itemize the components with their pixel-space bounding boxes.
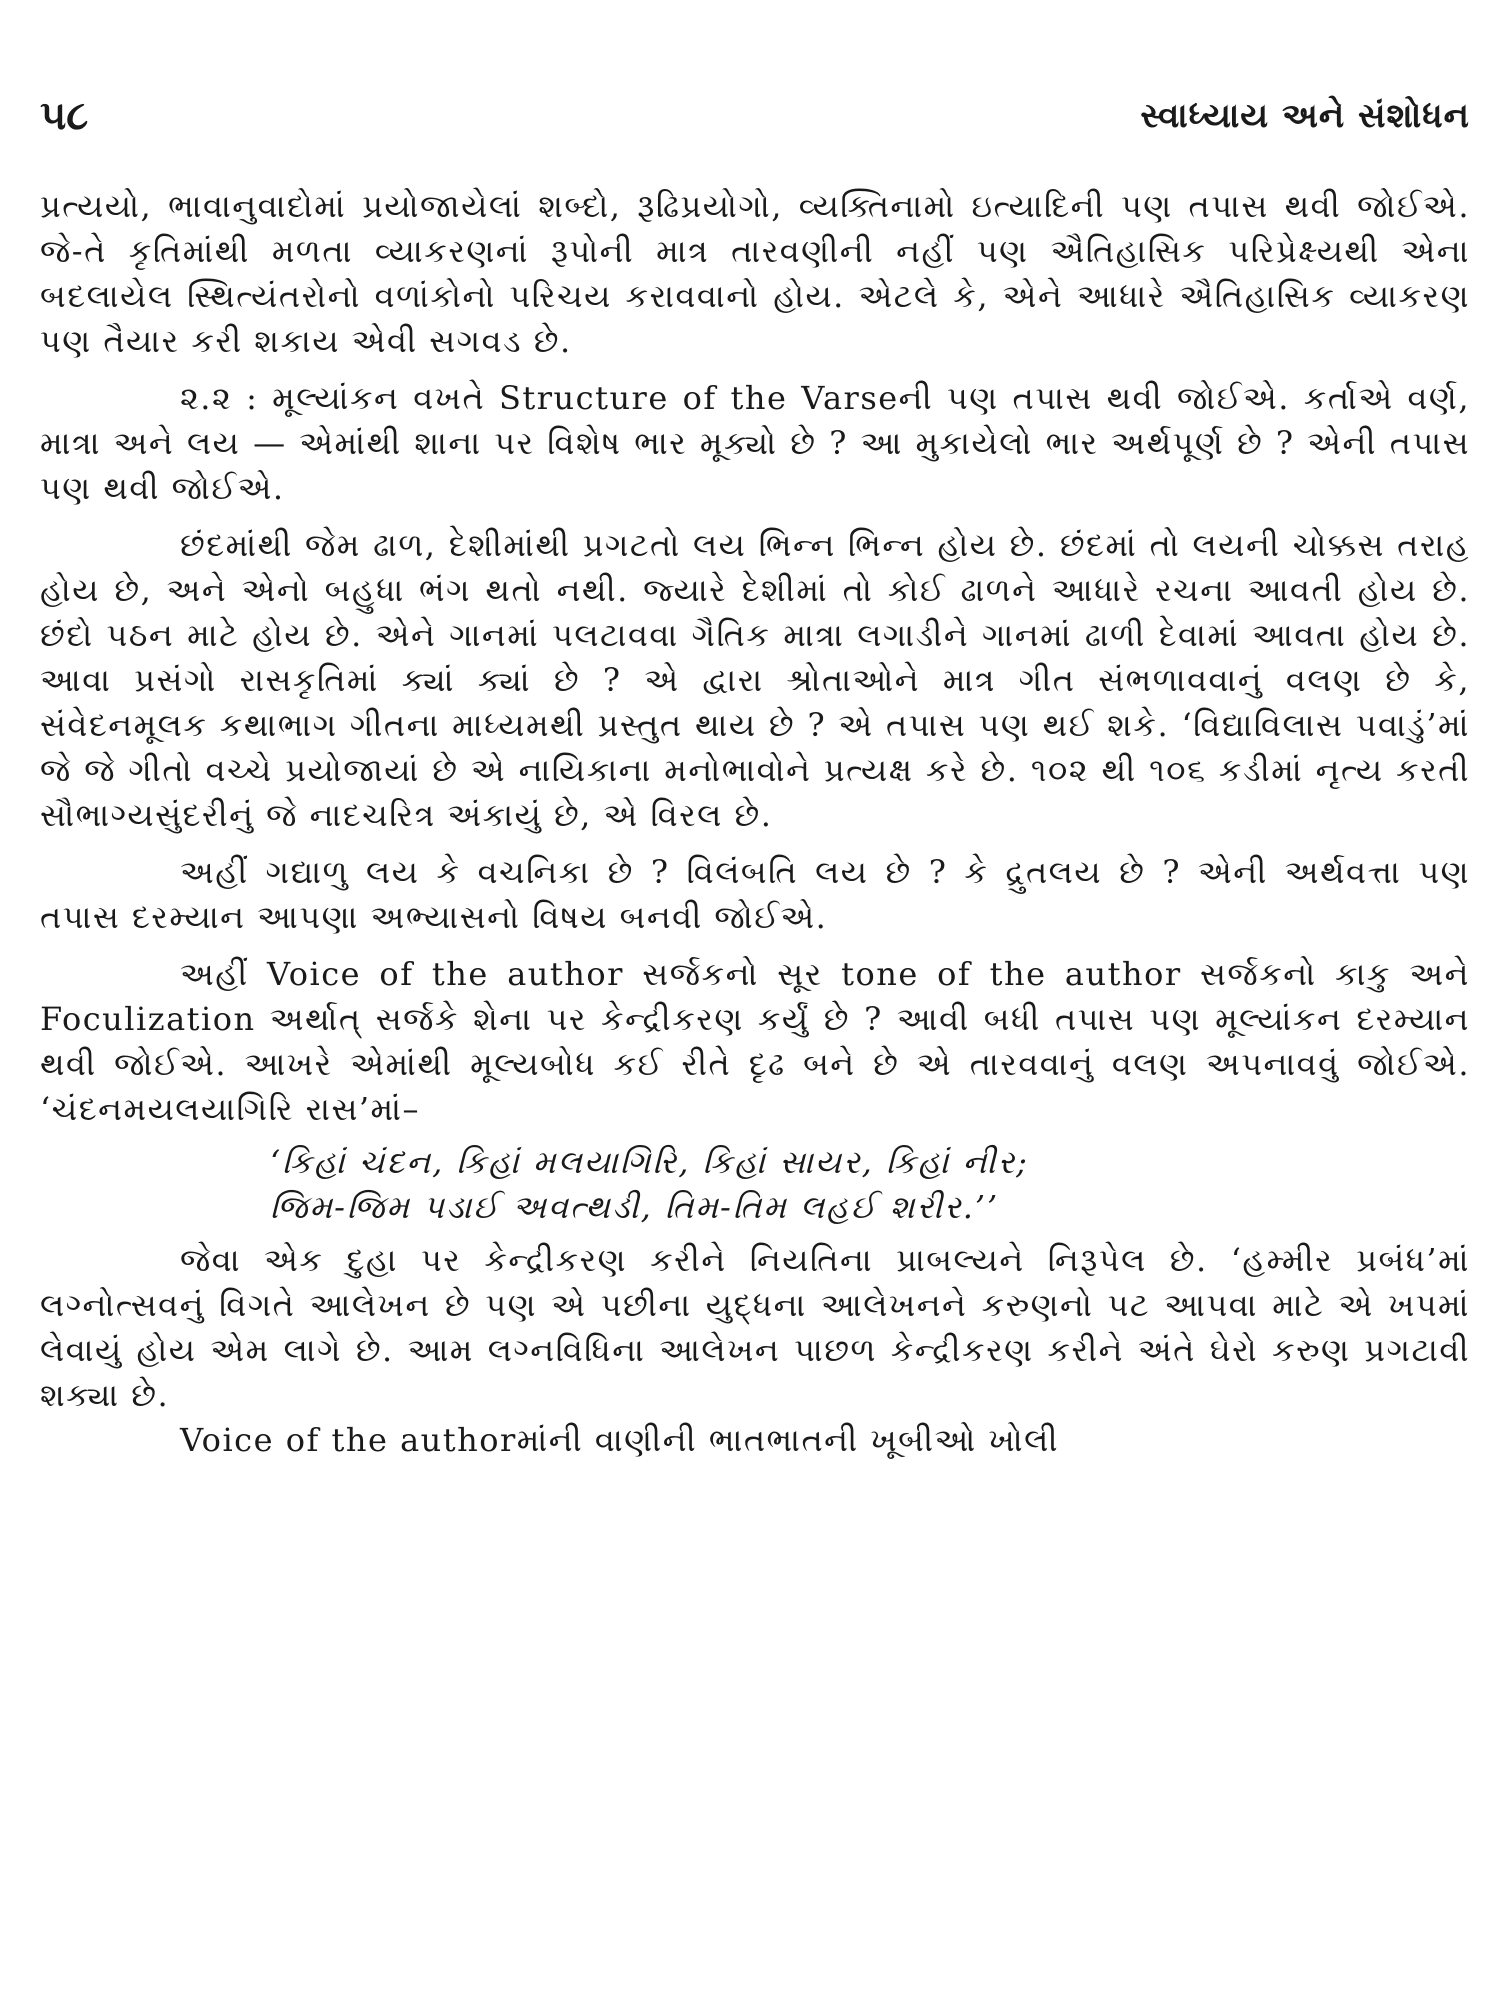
- verse-line: જિમ-જિમ પડાઈ અવત્થડી, તિમ-તિમ લહઈ શરીર.’’: [270, 1188, 1000, 1226]
- page-number: ૫૮: [40, 92, 89, 139]
- book-page: [40, 88, 1470, 1968]
- page-header: [40, 88, 1470, 148]
- paragraph-chhand-and-dhal: છંદમાંથી જેમ ઢાળ, દેશીમાંથી પ્રગટતો લય ભિન્ન ભિન્ન હોય છે. છંદમાં તો લયની ચોક્કસ તરાહ હોય છે, અને એનો બહુધા ભંગ થતો નથી. જ્યારે દેશીમાં તો કોઈ ઢાળને આધારે રચના આવતી હોય છે. છંદો પઠન માટે હોય છે. એને ગાનમાં પલટાવવા ગૈતિક માત્રા લગાડીને ગાનમાં ઢાળી દેવામાં આવતા હોય છે. આવા પ્રસંગો રાસકૃતિમાં ક્યાં ક્યાં છે ? એ દ્વારા શ્રોતાઓને માત્ર ગીત સંભળાવવાનું વલણ છે કે, સંવેદનમૂલક કથાભાગ ગીતના માધ્યમથી પ્રસ્તુત થાય છે ? એ તપાસ પણ થઈ શકે. ‘વિદ્યાવિલાસ પવાડું’માં જે જે ગીતો વચ્ચે પ્રયોજાયાં છે એ નાયિકાના મનોભાવોને પ્રત્યક્ષ કરે છે. ૧૦૨ થી ૧૦૬ કડીમાં નૃત્ય કરતી સૌભાગ્યસુંદરીનું જે નાદચરિત્ર અંકાયું છે, એ વિરલ છે.: [40, 526, 1470, 834]
- paragraph-continuation: પ્રત્યયો, ભાવાનુવાદોમાં પ્રયોજાયેલાં શબ્દો, રૂઢિપ્રયોગો, વ્યક્તિનામો ઇત્યાદિની પણ તપાસ થવી જોઈએ. જે-તે કૃતિમાંથી મળતા વ્યાકરણનાં રૂપોની માત્ર તારવણીની નહીં પણ ઐતિહાસિક પરિપ્રેક્ષ્યથી એના બદલાયેલ સ્થિત્યંતરોનો વળાંકોનો પરિચય કરાવવાનો હોય. એટલે કે, એને આધારે ઐતિહાસિક વ્યાકરણ પણ તૈયાર કરી શકાય એવી સગવડ છે.: [40, 187, 1470, 360]
- quoted-verse: [270, 1140, 1470, 1230]
- running-title: સ્વાધ્યાય અને સંશોધન: [1140, 96, 1470, 136]
- verse-line: ‘કિહાં ચંદન, કિહાં મલયાગિરિ, કિહાં સાયર, કિહાં નીર;: [270, 1143, 1029, 1181]
- paragraph-final: Voice of the authorમાંની વાણીની ભાતભાતની ખૂબીઓ ખોલી: [180, 1421, 1060, 1459]
- paragraph-rhythm: અહીં ગદ્યાળુ લય કે વચનિકા છે ? વિલંબતિ લય છે ? કે દ્રુતલય છે ? એની અર્થવત્તા પણ તપાસ દરમ્યાન આપણા અભ્યાસનો વિષય બનવી જોઈએ.: [40, 853, 1470, 936]
- page-body: [40, 184, 1470, 1463]
- paragraph-voice-of-author: અહીં Voice of the author સર્જકનો સૂર tone of the author સર્જકનો કાકુ અને Foculization અર્થાત્ સર્જકે શેના પર કેન્દ્રીકરણ કર્યું છે ? આવી બધી તપાસ પણ મૂલ્યાંકન દરમ્યાન થવી જોઈએ. આખરે એમાંથી મૂલ્યબોધ કઈ રીતે દૃઢ બને છે એ તારવવાનું વલણ અપનાવવું જોઈએ. ‘ચંદનમયલયાગિરિ રાસ’માં–: [40, 955, 1470, 1128]
- paragraph-after-verse: જેવા એક દુહા પર કેન્દ્રીકરણ કરીને નિયતિના પ્રાબલ્યને નિરૂપેલ છે. ‘હમ્મીર પ્રબંધ’માં લગ્નોત્સવનું વિગતે આલેખન છે પણ એ પછીના યુદ્ધના આલેખનને કરુણનો પટ આપવા માટે એ ખપમાં લેવાયું હોય એમ લાગે છે. આમ લગ્નવિધિના આલેખન પાછળ કેન્દ્રીકરણ કરીને અંતે ઘેરો કરુણ પ્રગટાવી શક્યા છે.: [40, 1241, 1470, 1414]
- paragraph-structure-of-verse: ૨.૨ : મૂલ્યાંકન વખતે Structure of the Varseની પણ તપાસ થવી જોઈએ. કર્તાએ વર્ણ, માત્રા અને લય — એમાંથી શાના પર વિશેષ ભાર મૂક્યો છે ? આ મુકાયેલો ભાર અર્થપૂર્ણ છે ? એની તપાસ પણ થવી જોઈએ.: [40, 379, 1470, 507]
